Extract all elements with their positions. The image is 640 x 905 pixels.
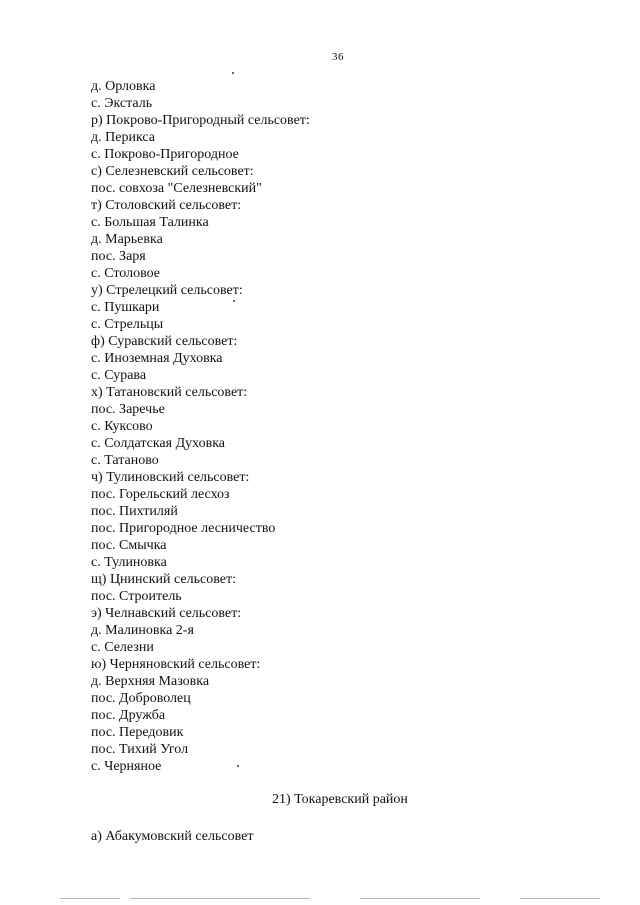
list-item: с. Тулиновка	[91, 555, 167, 570]
list-item: с) Селезневский сельсовет:	[91, 164, 254, 179]
list-item: с. Покрово-Пригородное	[91, 147, 239, 162]
scan-edge-line	[60, 898, 600, 899]
list-item: с. Столовое	[91, 266, 161, 281]
list-item: пос. Смычка	[91, 538, 167, 553]
scan-speck	[232, 72, 234, 74]
list-item: д. Малиновка 2-я	[91, 623, 194, 638]
list-item: с. Большая Талинка	[91, 215, 209, 230]
list-item: д. Марьевка	[91, 232, 163, 247]
list-item: с. Черняное	[91, 759, 162, 774]
district-first-entry: а) Абакумовский сельсовет	[91, 829, 254, 844]
list-item: с. Солдатская Духовка	[91, 436, 226, 451]
list-item: с. Селезни	[91, 640, 154, 655]
list-item: ю) Черняновский сельсовет:	[91, 657, 261, 672]
scan-speck	[233, 300, 235, 302]
list-item: пос. Пригородное лесничество	[91, 521, 276, 536]
list-item: с. Куксово	[91, 419, 153, 434]
list-item: д. Верхняя Мазовка	[91, 674, 210, 689]
list-item: с. Стрельцы	[91, 317, 164, 332]
list-item: пос. Заря	[91, 249, 146, 264]
list-item: с. Иноземная Духовка	[91, 351, 223, 366]
page-number: 36	[332, 51, 344, 63]
list-item: с. Пушкари	[91, 300, 160, 315]
list-item: пос. Дружба	[91, 708, 166, 723]
list-item: р) Покрово-Пригородный сельсовет:	[91, 113, 310, 128]
list-item: пос. Доброволец	[91, 691, 191, 706]
list-item: ф) Суравский сельсовет:	[91, 334, 238, 349]
list-item: с. Эксталь	[91, 96, 153, 111]
list-item: пос. Тихий Угол	[91, 742, 189, 757]
list-item: ч) Тулиновский сельсовет:	[91, 470, 250, 485]
list-item: пос. Горельский лесхоз	[91, 487, 230, 502]
list-item: т) Столовский сельсовет:	[91, 198, 242, 213]
list-item: с. Сурава	[91, 368, 147, 383]
list-item: д. Перикса	[91, 130, 155, 145]
list-item: пос. Строитель	[91, 589, 182, 604]
settlement-list	[91, 78, 310, 775]
scan-speck	[237, 765, 239, 767]
list-item: пос. Передовик	[91, 725, 184, 740]
list-item: с. Татаново	[91, 453, 159, 468]
list-item: х) Татановский сельсовет:	[91, 385, 248, 400]
list-item: э) Челнавский сельсовет:	[91, 606, 242, 621]
list-item: щ) Цнинский сельсовет:	[91, 572, 236, 587]
list-item: д. Орловка	[91, 79, 156, 94]
list-item: у) Стрелецкий сельсовет:	[91, 283, 243, 298]
list-item: пос. Заречье	[91, 402, 165, 417]
list-item: пос. совхоза "Селезневский"	[91, 181, 262, 196]
list-item: пос. Пихтиляй	[91, 504, 178, 519]
district-heading: 21) Токаревский район	[272, 792, 408, 807]
